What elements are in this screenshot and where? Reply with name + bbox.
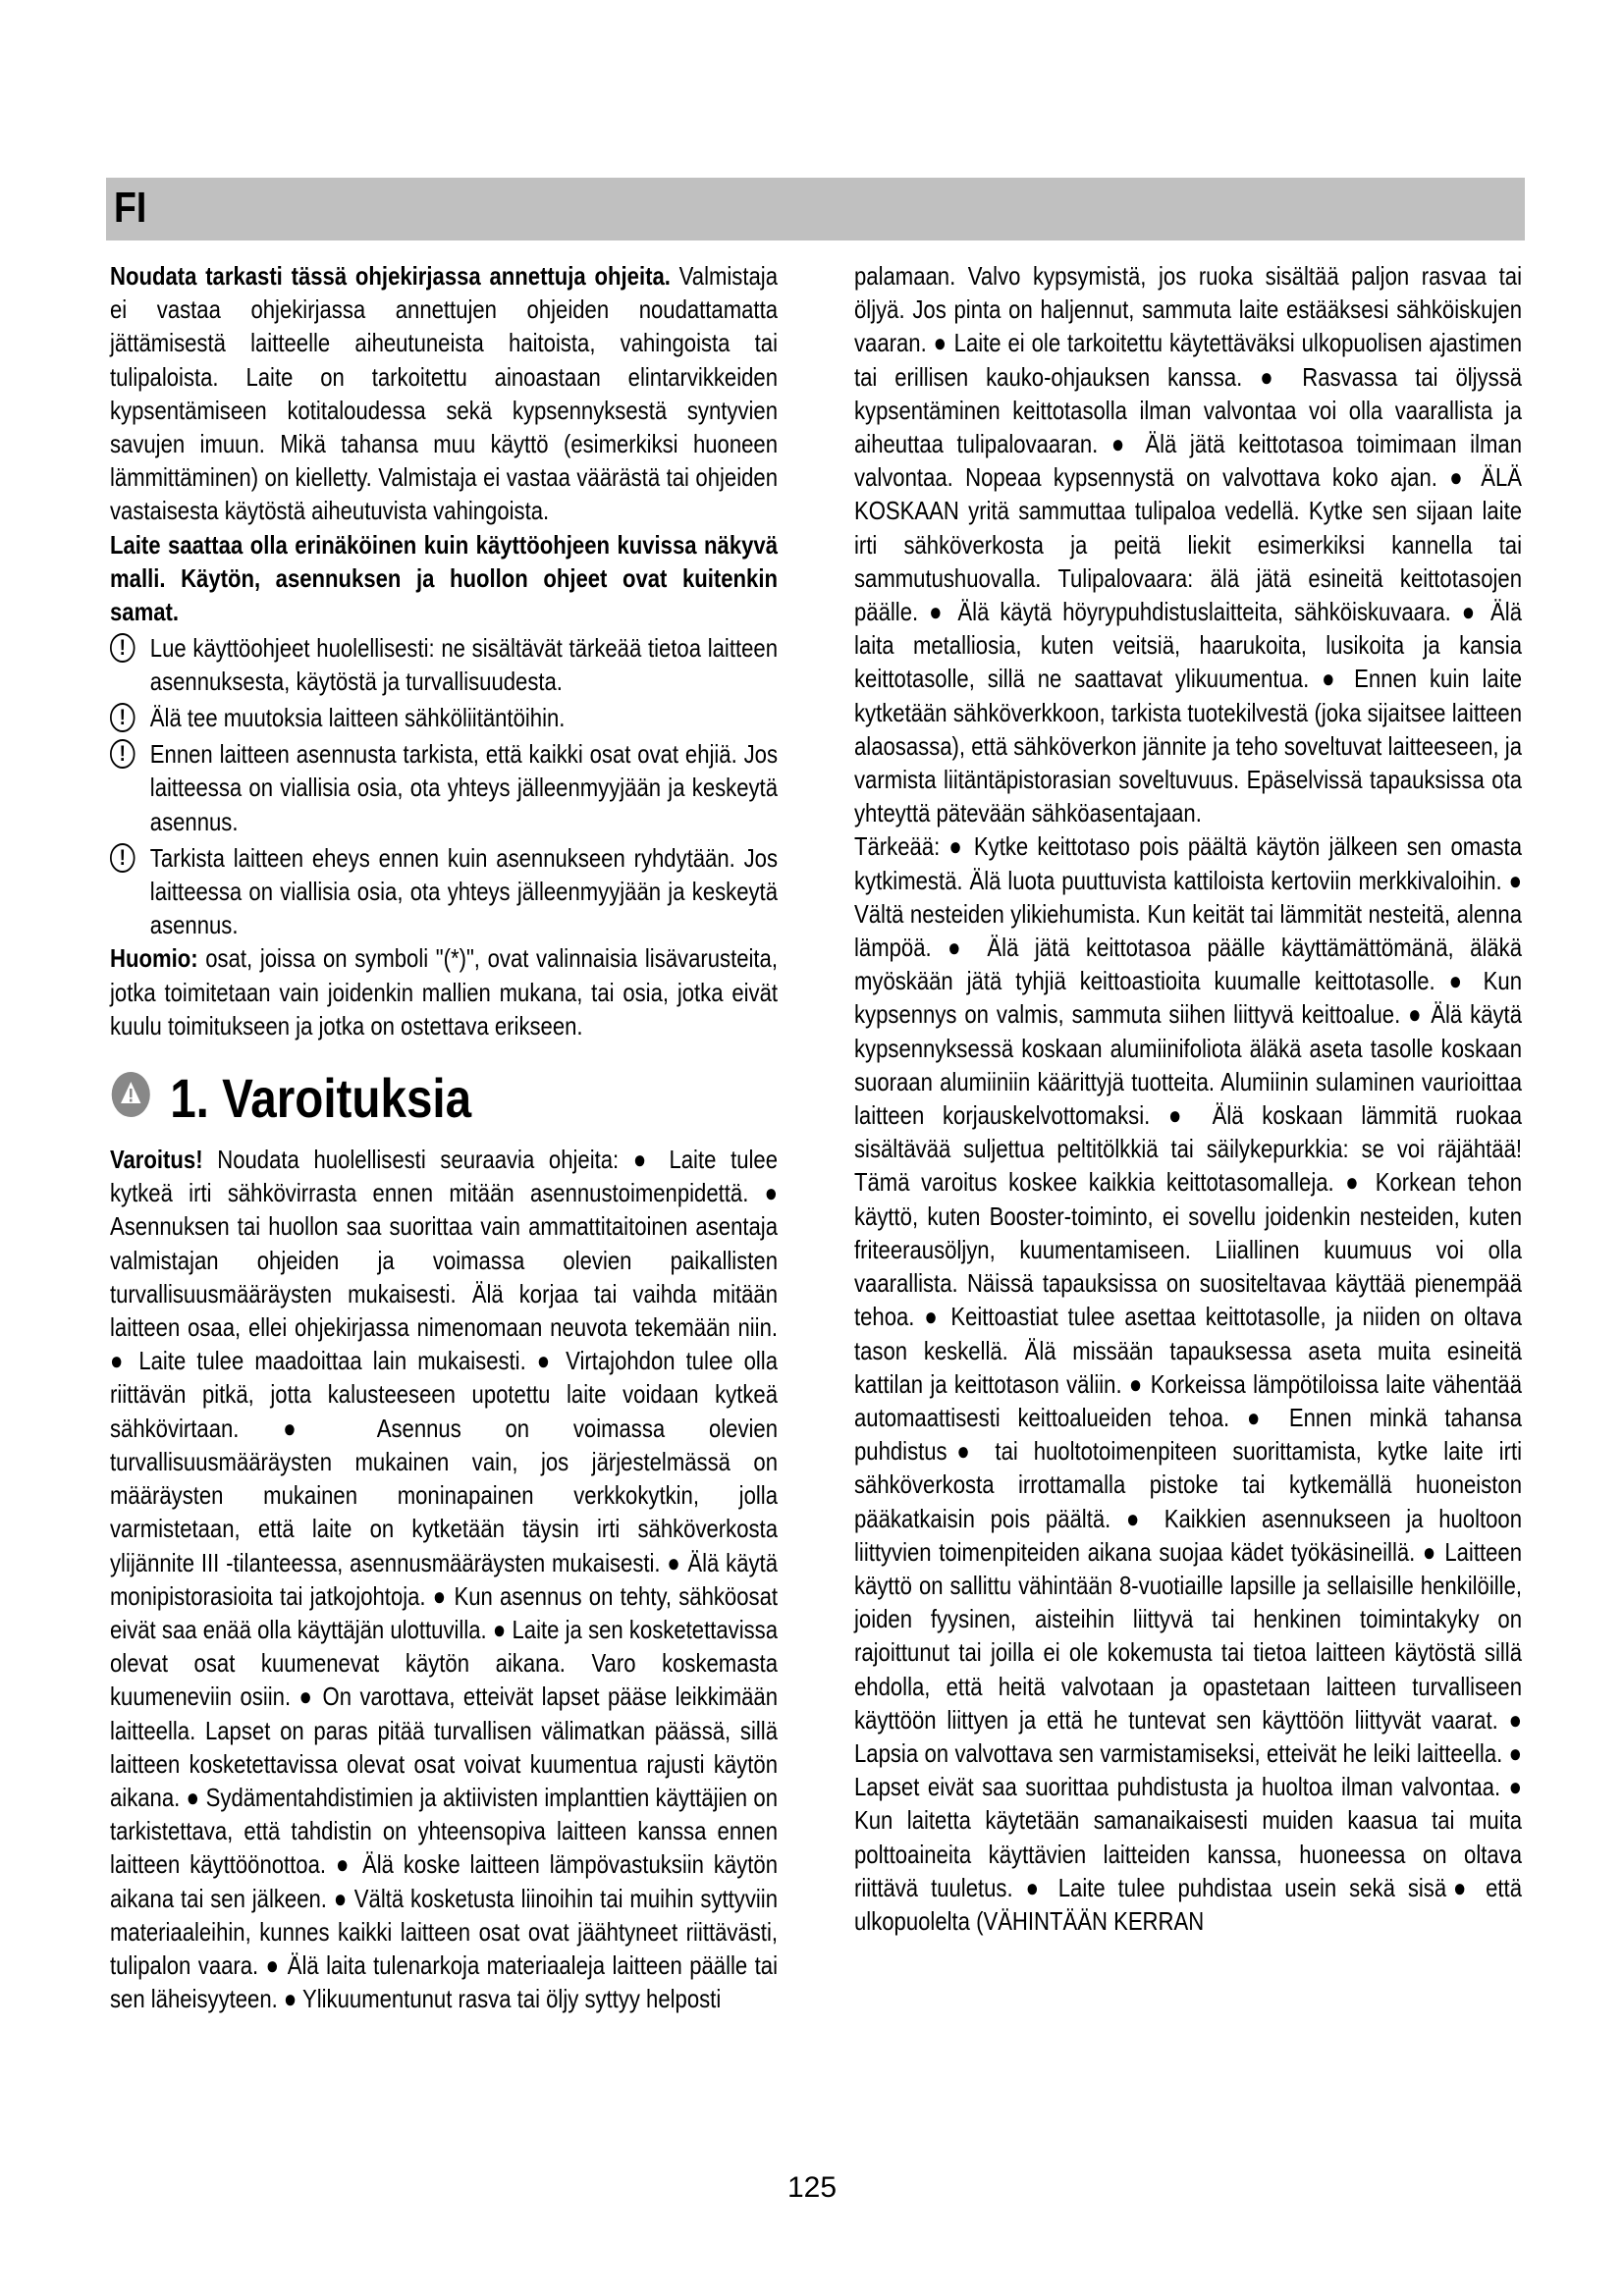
page-number: 125 — [786, 2171, 838, 2204]
right-paragraph-1: palamaan. Valvo kypsymistä, jos ruoka sisältää paljon rasvaa tai öljyä. Jos pinta on haljennut, sammuta laite estääksesi sähköiskujen vaaran. ● Laite ei ole tarkoitettu käytettäväksi ulkopuolisen ajastimen tai erillisen kauko-ohjauksen kanssa. ● Rasvassa tai öljyssä kypsentäminen keittotasolla ilman valvontaa voi olla vaarallista ja aiheuttaa tulipalovaaran. ● Älä jätä keittotasoa toimimaan ilman valvontaa. Nopeaa kypsennystä on valvottava koko ajan. ● ÄLÄ KOSKAAN yritä sammuttaa tulipaloa vedellä. Kytke sen sijaan laite irti sähköverkosta ja peitä liekit esimerkiksi kannella tai sammutushuovalla. Tulipalovaara: älä jätä esineitä keittotasojen päälle. ● Älä käytä höyrypuhdistuslaitteita, sähköiskuvaara. ● Älä laita metalliosia, kuten veitsiä, haarukoita, lusikoita ja kansia keittotasolle, sillä ne saattavat ylikuumentua. ● Ennen kuin laite kytketään sähköverkkoon, tarkista tuotekilvestä (joka sijaitsee laitteen alaosassa), että sähköverkon jännite ja teho soveltuvat laitteeseen, ja varmista liitäntäpistorasian soveltuvuus. Epäselvissä tapauksissa ota yhteyttä pätevään sähköasentajaan. — [854, 261, 1522, 828]
exclamation-circle-icon: ! — [110, 703, 135, 732]
left-column — [110, 259, 778, 2015]
warning-text: Ennen laitteen asennusta tarkista, että kaikki osat ovat ehjiä. Jos laitteessa on viallisia osia, ota yhteys jälleenmyyjään ja keskeytä asennus. — [149, 739, 779, 836]
intro-text: Valmistaja ei vastaa ohjekirjassa annettujen ohjeiden noudattamatta jättämisestä laitteelle aiheutuneista haitoista, vahingoista tai tulipaloista. Laite on tarkoitettu ainoastaan elintarvikkeiden kypsentämiseen kotitaloudessa sekä kypsennyksestä syntyvien savujen imuun. Mikä tahansa muu käyttö (esimerkiksi huoneen lämmittäminen) on kielletty. Valmistaja ei vastaa väärästä tai ohjeiden vastaisesta käytöstä aiheutuvista vahingoista. — [110, 261, 778, 526]
huomio-text: osat, joissa on symboli "(*)", ovat valinnaisia lisävarusteita, jotka toimitetaan vain joidenkin mallien mukana, tai osia, jotka eivät kuulu toimitukseen ja jotka on ostettava erikseen. — [110, 943, 779, 1041]
warning-item — [110, 841, 778, 942]
warning-text: Älä tee muutoksia laitteen sähköliitäntöihin. — [149, 703, 566, 733]
tarkeaa-paragraph: Tärkeää: ● Kytke keittotaso pois päältä käytön jälkeen sen omasta kytkimestä. Älä luota puuttuvista kattiloista kertoviin merkkivaloihin. ● Vältä nesteiden ylikiehumista. Kun keität tai lämmität nesteitä, alenna lämpöä. ● Älä jätä keittotasoa päälle käyttämättömänä, äläkä myöskään jätä tyhjiä keittoastioita kuumalle keittotasolle. ● Kun kypsennys on valmis, sammuta siihen liittyvä keittoalue. ● Älä käytä kypsennyksessä koskaan alumiinifoliota äläkä aseta tasolle koskaan suoraan alumiiniin käärittyjä tuotteita. Alumiinin sulaminen vaurioittaa laitteen korjauskelvottomaksi. ● Älä koskaan lämmitä ruokaa sisältävää suljettua peltitölkkiä tai säilykepurkkia: se voi räjähtää! Tämä varoitus koskee kaikkia keittotasomalleja. ● Korkean tehon käyttö, kuten Booster-toiminto, ei sovellu joidenkin nesteiden, kuten friteerausöljyn, kuumentamiseen. Liiallinen kuumuus voi olla vaarallista. Näissä tapauksissa on suositeltavaa käyttää pienempää tehoa. ● Keittoastiat tulee asettaa keittotasolle, ja niiden on oltava tason keskellä. Älä missään tapauksessa aseta muita esineitä kattilan ja keittotason väliin. ● Korkeissa lämpötiloissa laite vähentää automaattisesti keittoalueiden tehoa. ● Ennen minkä tahansa puhdistus● tai huoltotoimenpiteen suorittamista, kytke laite irti sähköverkosta irrottamalla pistoke tai kytkemällä huoneiston pääkatkaisin pois päältä. ● Kaikkien asennukseen ja huoltoon liittyvien toimenpiteiden aikana suojaa kädet työkäsineillä. ● Laitteen käyttö on sallittu vähintään 8-vuotiaille lapsille ja sellaisille henkilöille, joiden fyysinen, aisteihin liittyvä tai henkinen toimintakyky on rajoittunut tai joilla ei ole kokemusta tai tietoa laitteen käytöstä sillä ehdolla, että heitä valvotaan ja opastetaan laitteen turvalliseen käyttöön liittyen ja että he tuntevat sen käyttöön liittyvät vaarat. ● Lapsia on valvottava sen varmistamiseksi, etteivät he leiki laitteella. ● Lapset eivät saa suorittaa puhdistusta ja huoltoa ilman valvontaa. ● Kun laitetta käytetään samanaikaisesti muiden kaasua tai muita polttoaineita käyttävien laitteiden kanssa, huoneessa on oltava riittävä tuuletus. ● Laite tulee puhdistaa usein sekä sisä● että ulkopuolelta (VÄHINTÄÄN KERRAN — [854, 831, 1522, 1936]
section-heading — [110, 1064, 778, 1143]
intro-bold: Noudata tarkasti tässä ohjekirjassa annettuja ohjeita. — [110, 261, 671, 291]
language-code: FI — [114, 184, 147, 232]
model-notice: Laite saattaa olla erinäköinen kuin käyttöohjeen kuvissa näkyvä malli. Käytön, asennuksen ja huollon ohjeet ovat kuitenkin samat. — [110, 529, 778, 626]
exclamation-circle-icon: ! — [110, 843, 135, 873]
language-header-bar — [106, 178, 1525, 240]
warning-text: Tarkista laitteen eheys ennen kuin asennukseen ryhdytään. Jos laitteessa on viallisia osia, ota yhteys jälleenmyyjään ja keskeytä asennus. — [149, 842, 779, 940]
warning-item — [110, 737, 778, 838]
exclamation-circle-icon: ! — [110, 739, 135, 769]
huomio-paragraph — [110, 941, 778, 1042]
varoitus-text: Noudata huolellisesti seuraavia ohjeita: ● Laite tulee kytkeä irti sähkövirrasta ennen mitään asennustoimenpidettä. ● Asennuksen tai huollon saa suorittaa vain ammattitaitoinen asentaja valmistajan ohjeiden ja voimassa olevien paikallisten turvallisuusmääräysten mukaisesti. Älä korjaa tai vaihda mitään laitteen osaa, ellei ohjekirjassa nimenomaan neuvota tekemään niin. ● Laite tulee maadoittaa lain mukaisesti. ● Virtajohdon tulee olla riittävän pitkä, jotta kalusteeseen upotettu laite voidaan kytkeä sähkövirtaan. ● Asennus on voimassa olevien turvallisuusmääräysten mukainen vain, jos järjestelmässä on määräysten mukainen moninapainen verkkokytkin, jolla varmistetaan, että laite on kytketään täysin irti sähköverkosta ylijännite III -tilanteessa, asennusmääräysten mukaisesti. ● Älä käytä monipistorasioita tai jatkojohtoja. ● Kun asennus on tehty, sähköosat eivät saa enää olla käyttäjän ulottuvilla. ● Laite ja sen kosketettavissa olevat osat kuumenevat käytön aikana. Varo koskemasta kuumeneviin osiin. ● On varottava, etteivät lapset pääse leikkimään laitteella. Lapset on paras pitää turvallisen välimatkan päässä, sillä laitteen kosketettavissa olevat osat voivat kuumentua rajusti käytön aikana. ● Sydämentahdistimien ja aktiivisten implanttien käyttäjien on tarkistettava, että tahdistin on yhteensopiva laitteen kanssa ennen laitteen käyttöönottoa. ● Älä koske laitteen lämpövastuksiin käytön aikana tai sen jälkeen. ● Vältä kosketusta liinoihin tai muihin syttyviin materiaaleihin, kunnes kaikki laitteen osat ovat jäähtyneet riittävästi, tulipalon vaara. ● Älä laita tulenarkoja materiaaleja laitteen päälle tai sen läheisyyteen. ● Ylikuumentunut rasva tai öljy syttyy helposti — [110, 1145, 778, 2014]
varoitus-paragraph — [110, 1143, 778, 2015]
warning-text: Lue käyttöohjeet huolellisesti: ne sisältävät tärkeää tietoa laitteen asennuksesta, käytöstä ja turvallisuudesta. — [149, 632, 779, 696]
section-title: 1. Varoituksia — [170, 1067, 472, 1130]
intro-paragraph — [110, 259, 778, 528]
varoitus-label: Varoitus! — [110, 1145, 203, 1175]
warning-item — [110, 701, 778, 734]
huomio-label: Huomio: — [110, 943, 198, 974]
right-column — [854, 259, 1522, 1938]
warning-item — [110, 631, 778, 698]
exclamation-circle-icon: ! — [110, 633, 135, 663]
warning-triangle-icon — [112, 1072, 150, 1117]
